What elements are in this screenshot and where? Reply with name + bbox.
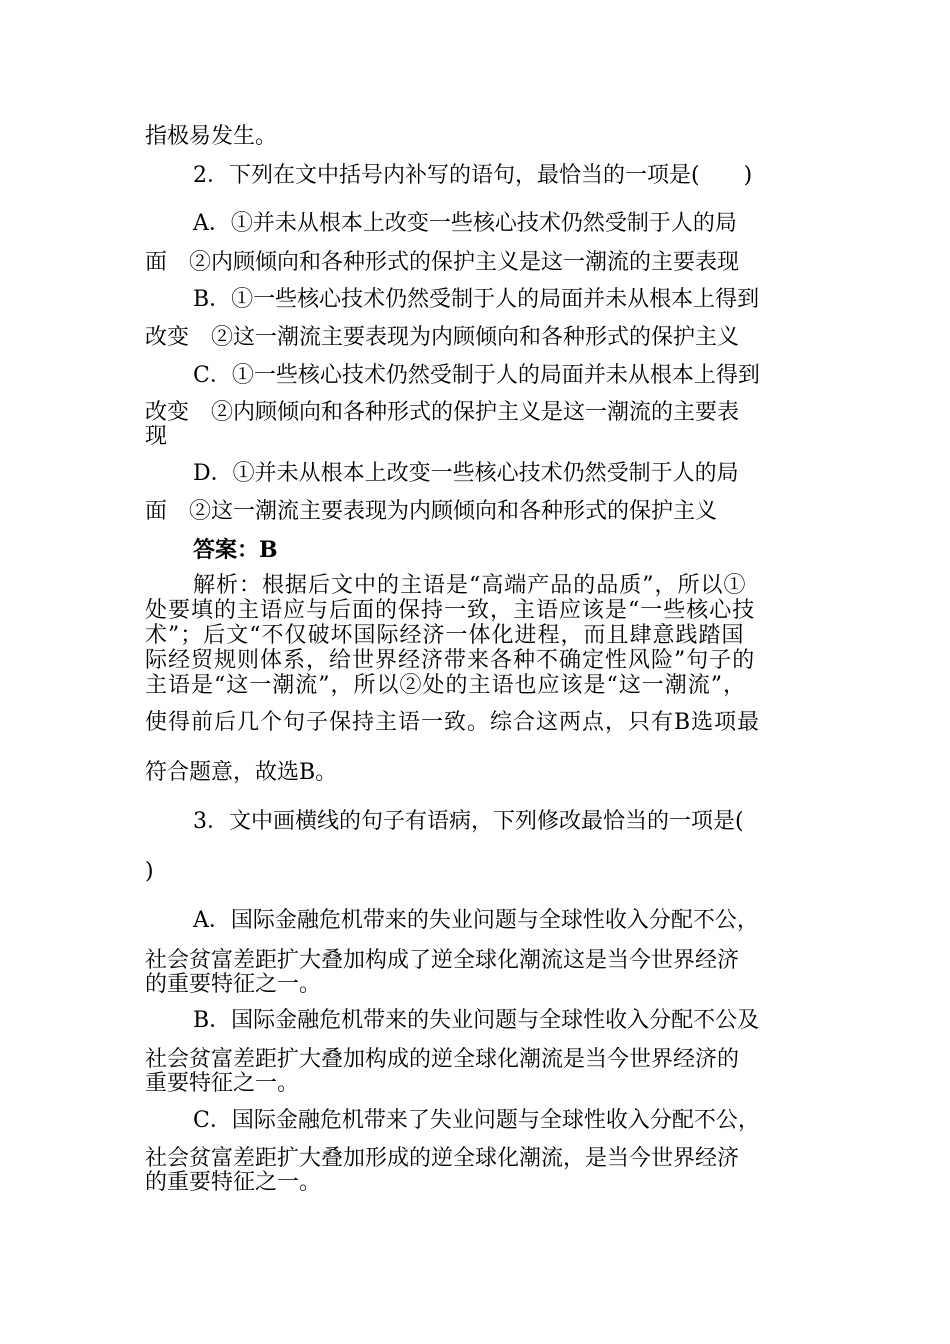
analysis-line-1: 解析：根据后文中的主语是“高端产品的品质”，所以① — [193, 573, 747, 598]
question-3-paren: ) — [145, 859, 154, 884]
q3-option-c-line-1: C．国际金融危机带来了失业问题与全球性收入分配不公， — [193, 1108, 760, 1133]
option-c-line-1: C．①一些核心技术仍然受制于人的局面并未从根本上得到 — [193, 363, 760, 388]
q3-option-c-line-2: 社会贫富差距扩大叠加形成的逆全球化潮流，是当今世界经济 — [145, 1146, 740, 1171]
q3-option-a-line-1: A．国际金融危机带来的失业问题与全球性收入分配不公， — [193, 908, 759, 933]
option-d-line-2: 面 ②这一潮流主要表现为内顾倾向和各种形式的保护主义 — [145, 499, 718, 524]
q3-option-c-line-3: 的重要特征之一。 — [145, 1170, 322, 1195]
answer-line: 答案：B — [193, 537, 278, 563]
analysis-line-4: 际经贸规则体系，给世界经济带来各种不确定性风险”句子的 — [145, 648, 756, 673]
analysis-line-2: 处要填的主语应与后面的保持一致，主语应该是“一些核心技 — [145, 598, 756, 623]
analysis-line-6: 使得前后几个句子保持主语一致。综合这两点，只有B选项最 — [145, 710, 761, 735]
question-2-stem: 2．下列在文中括号内补写的语句，最恰当的一项是( ) — [193, 163, 753, 188]
analysis-line-5: 主语是“这一潮流”，所以②处的主语也应该是“这一潮流”， — [145, 673, 746, 698]
option-a-line-2: 面 ②内顾倾向和各种形式的保护主义是这一潮流的主要表现 — [145, 250, 740, 275]
q3-option-a-line-2: 社会贫富差距扩大叠加构成了逆全球化潮流这是当今世界经济 — [145, 948, 740, 973]
option-c-line-3: 现 — [145, 424, 168, 449]
question-3-stem: 3．文中画横线的句子有语病，下列修改最恰当的一项是( — [193, 809, 744, 834]
q3-option-b-line-3: 重要特征之一。 — [145, 1071, 300, 1096]
text-line: 指极易发生。 — [145, 124, 278, 149]
option-b-line-2: 改变 ②这一潮流主要表现为内顾倾向和各种形式的保护主义 — [145, 325, 740, 350]
option-d-line-1: D．①并未从根本上改变一些核心技术仍然受制于人的局 — [193, 461, 739, 486]
q3-option-b-line-2: 社会贫富差距扩大叠加构成的逆全球化潮流是当今世界经济的 — [145, 1047, 740, 1072]
option-a-line-1: A．①并未从根本上改变一些核心技术仍然受制于人的局 — [193, 211, 737, 236]
q3-option-b-line-1: B．国际金融危机带来的失业问题与全球性收入分配不公及 — [193, 1008, 760, 1033]
analysis-line-7: 符合题意，故选B。 — [145, 760, 338, 785]
option-c-line-2: 改变 ②内顾倾向和各种形式的保护主义是这一潮流的主要表 — [145, 400, 740, 425]
analysis-line-3: 术”；后文“不仅破坏国际经济一体化进程，而且肆意践踏国 — [145, 623, 745, 648]
option-b-line-1: B．①一些核心技术仍然受制于人的局面并未从根本上得到 — [193, 287, 760, 312]
q3-option-a-line-3: 的重要特征之一。 — [145, 972, 322, 997]
